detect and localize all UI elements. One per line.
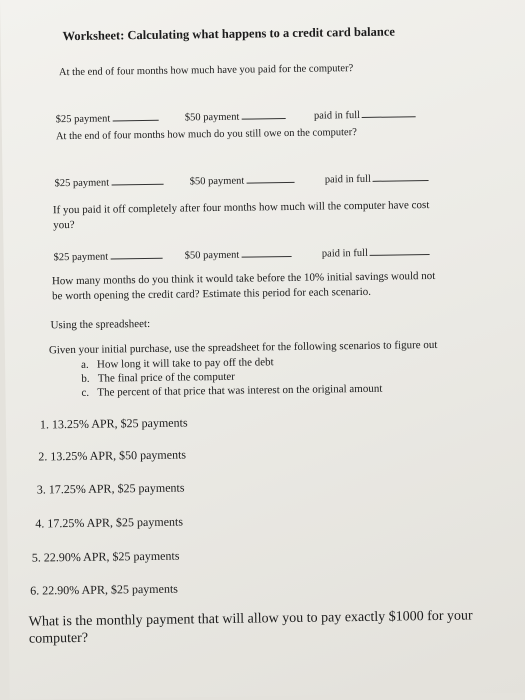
answer-row-cost: [53, 244, 430, 263]
scenario-item: 5. 22.90% APR, $25 payments: [31, 548, 180, 565]
question-paid: At the end of four months how much have you paid for the computer?: [58, 63, 354, 79]
months-question: How many months do you think it would take before the 10% initial savings would not: [51, 269, 436, 288]
payment-25-label: $25 payment: [55, 113, 111, 126]
given-instructions: Given your initial purchase, use the spreadsheet for the following scenarios to figure out: [48, 338, 438, 357]
question-owe: At the end of four months how much do you still owe on the computer?: [55, 127, 357, 143]
answer-blank[interactable]: [370, 244, 430, 256]
scenario-item: 2. 13.25% APR, $50 payments: [38, 447, 187, 464]
answer-row-paid: [56, 106, 417, 125]
worksheet-title: Worksheet: Calculating what happens to a credit card balance: [62, 24, 395, 44]
final-question: What is the monthly payment that will allow you to pay exactly $1000 for your computer?: [28, 608, 473, 647]
answer-blank[interactable]: [241, 108, 285, 120]
answer-blank[interactable]: [362, 106, 416, 118]
sub-item: a. How long it will take to pay off the debt: [81, 356, 274, 371]
scenario-item: 3. 17.25% APR, $25 payments: [36, 480, 185, 497]
answer-row-owe: [54, 170, 429, 189]
payment-50-label: $50 payment: [184, 249, 240, 262]
sub-item: b. The final price of the computer: [81, 370, 236, 385]
payment-50-label: $50 payment: [189, 175, 245, 188]
scenario-item: 6. 22.90% APR, $25 payments: [30, 581, 179, 598]
scenario-item: 1. 13.25% APR, $25 payments: [39, 415, 188, 432]
answer-blank[interactable]: [373, 170, 429, 182]
payment-50-label: $50 payment: [184, 111, 240, 124]
answer-blank[interactable]: [110, 248, 162, 260]
question-total-cost: If you paid it off completely after four months how much will the computer have cost: [52, 199, 430, 217]
answer-blank[interactable]: [112, 110, 158, 122]
answer-blank[interactable]: [241, 246, 291, 258]
paid-in-full-label: paid in full: [313, 109, 361, 122]
payment-25-label: $25 payment: [53, 251, 109, 264]
question-total-cost-cont: you?: [53, 218, 75, 232]
answer-blank[interactable]: [111, 174, 163, 186]
months-question-cont: be worth opening the credit card? Estimate this period for each scenario.: [52, 285, 372, 303]
payment-25-label: $25 payment: [54, 177, 110, 190]
using-spreadsheet-label: Using the spreadsheet:: [50, 317, 151, 332]
scenario-item: 4. 17.25% APR, $25 payments: [35, 514, 184, 531]
paid-in-full-label: paid in full: [321, 247, 369, 260]
sub-item: c. The percent of that price that was interest on the original amount: [81, 382, 383, 399]
answer-blank[interactable]: [246, 172, 294, 184]
paid-in-full-label: paid in full: [324, 173, 372, 186]
